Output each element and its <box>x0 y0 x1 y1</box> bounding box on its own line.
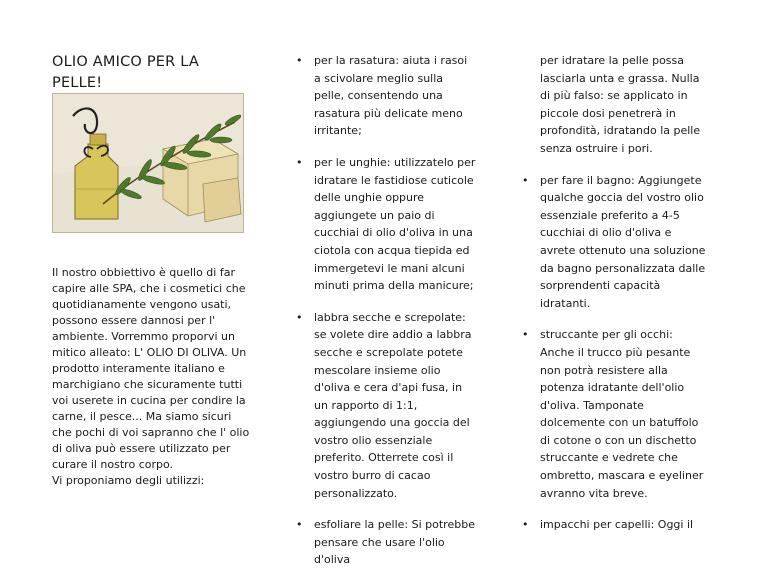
bullet-icon: • <box>296 54 303 67</box>
list-item-text: per le unghie: utilizzatelo per idratare le fastidiose cuticole delle unghie oppure aggiungete un paio di cucchiai di olio d'oliva in una ciotola con acqua tiepida ed immergetevi le mani alcuni minuti prima della manicure; <box>314 155 476 293</box>
list-item-struccante <box>522 326 706 502</box>
intro-text <box>52 265 250 489</box>
olive-oil-illustration <box>52 93 244 233</box>
bullet-icon: • <box>296 155 303 169</box>
bullet-icon: • <box>522 328 529 342</box>
intro-closing: Vi proponiamo degli utilizzi: <box>52 474 205 487</box>
list-item-text: labbra secche e screpolate: se volete dire addio a labbra secche e screpolate potete mescolare insieme olio d'oliva e cera d'api fusa, in un rapporto di 1:1, aggiungendo una goccia del vostro olio essenziale preferito. Otterrete così il vostro burro di cacao personalizzato. <box>314 310 472 500</box>
bullet-icon: • <box>522 518 529 532</box>
list-item-bagno <box>522 172 706 313</box>
bullet-icon: • <box>296 310 303 324</box>
list-item-text: per fare il bagno: Aggiungete qualche goccia del vostro olio essenziale preferito a 4-5 cucchiai di olio d'oliva e avrete ottenuto una soluzione da bagno personalizzata dalle sorprendenti capacità idratanti. <box>540 173 706 310</box>
list-item-continuation: per idratare la pelle possa lasciarla unta e grassa. Nulla di più falso: se applicato in piccole dosi penetrerà in profondità, idratando la pelle senza ostruire i pori. <box>540 54 701 155</box>
olive-oil-drawing <box>53 94 243 232</box>
list-item-capelli <box>522 516 706 534</box>
list-item-text: esfoliare la pelle: Si potrebbe pensare che usare l'olio d'oliva <box>314 518 475 567</box>
list-item-labbra <box>296 309 476 503</box>
list-item-text: impacchi per capelli: Oggi il <box>540 518 694 532</box>
list-item-text: struccante per gli occhi: Anche il trucco più pesante non potrà resistere alla potenza idratante dell'olio d'oliva. Tamponate dolcemente con un batuffolo di cotone o con un dischetto struccante e vedrete che ombretto, mascara e eyeliner avranno vita breve. <box>540 328 704 500</box>
list-item-unghie <box>296 154 476 295</box>
list-item-text: per la rasatura: aiuta i rasoi a scivolare meglio sulla pelle, consentendo una rasatura più delicate meno irritante; <box>314 54 468 138</box>
list-item-rasatura <box>296 52 476 140</box>
bullet-icon: • <box>296 518 303 532</box>
intro-paragraph: Il nostro obbiettivo è quello di far capire alle SPA, che i cosmetici che quotidianamente vengono usati, possono essere dannosi per l' ambiente. Vorremmo proporvi un mitico alleato: L' OLIO DI OLIVA. Un prodotto interamente italiano e marchigiano che sicuramente tutti voi userete in cucina per condire la carne, il pesce... Ma siamo sicuri che pochi di voi sapranno che l' olio di oliva può essere utilizzato per curare il nostro corpo. <box>52 266 250 471</box>
column-two <box>296 52 476 583</box>
document-title: OLIO AMICO PER LA PELLE! <box>52 54 199 91</box>
bullet-icon: • <box>522 173 529 187</box>
column-three <box>522 52 706 548</box>
